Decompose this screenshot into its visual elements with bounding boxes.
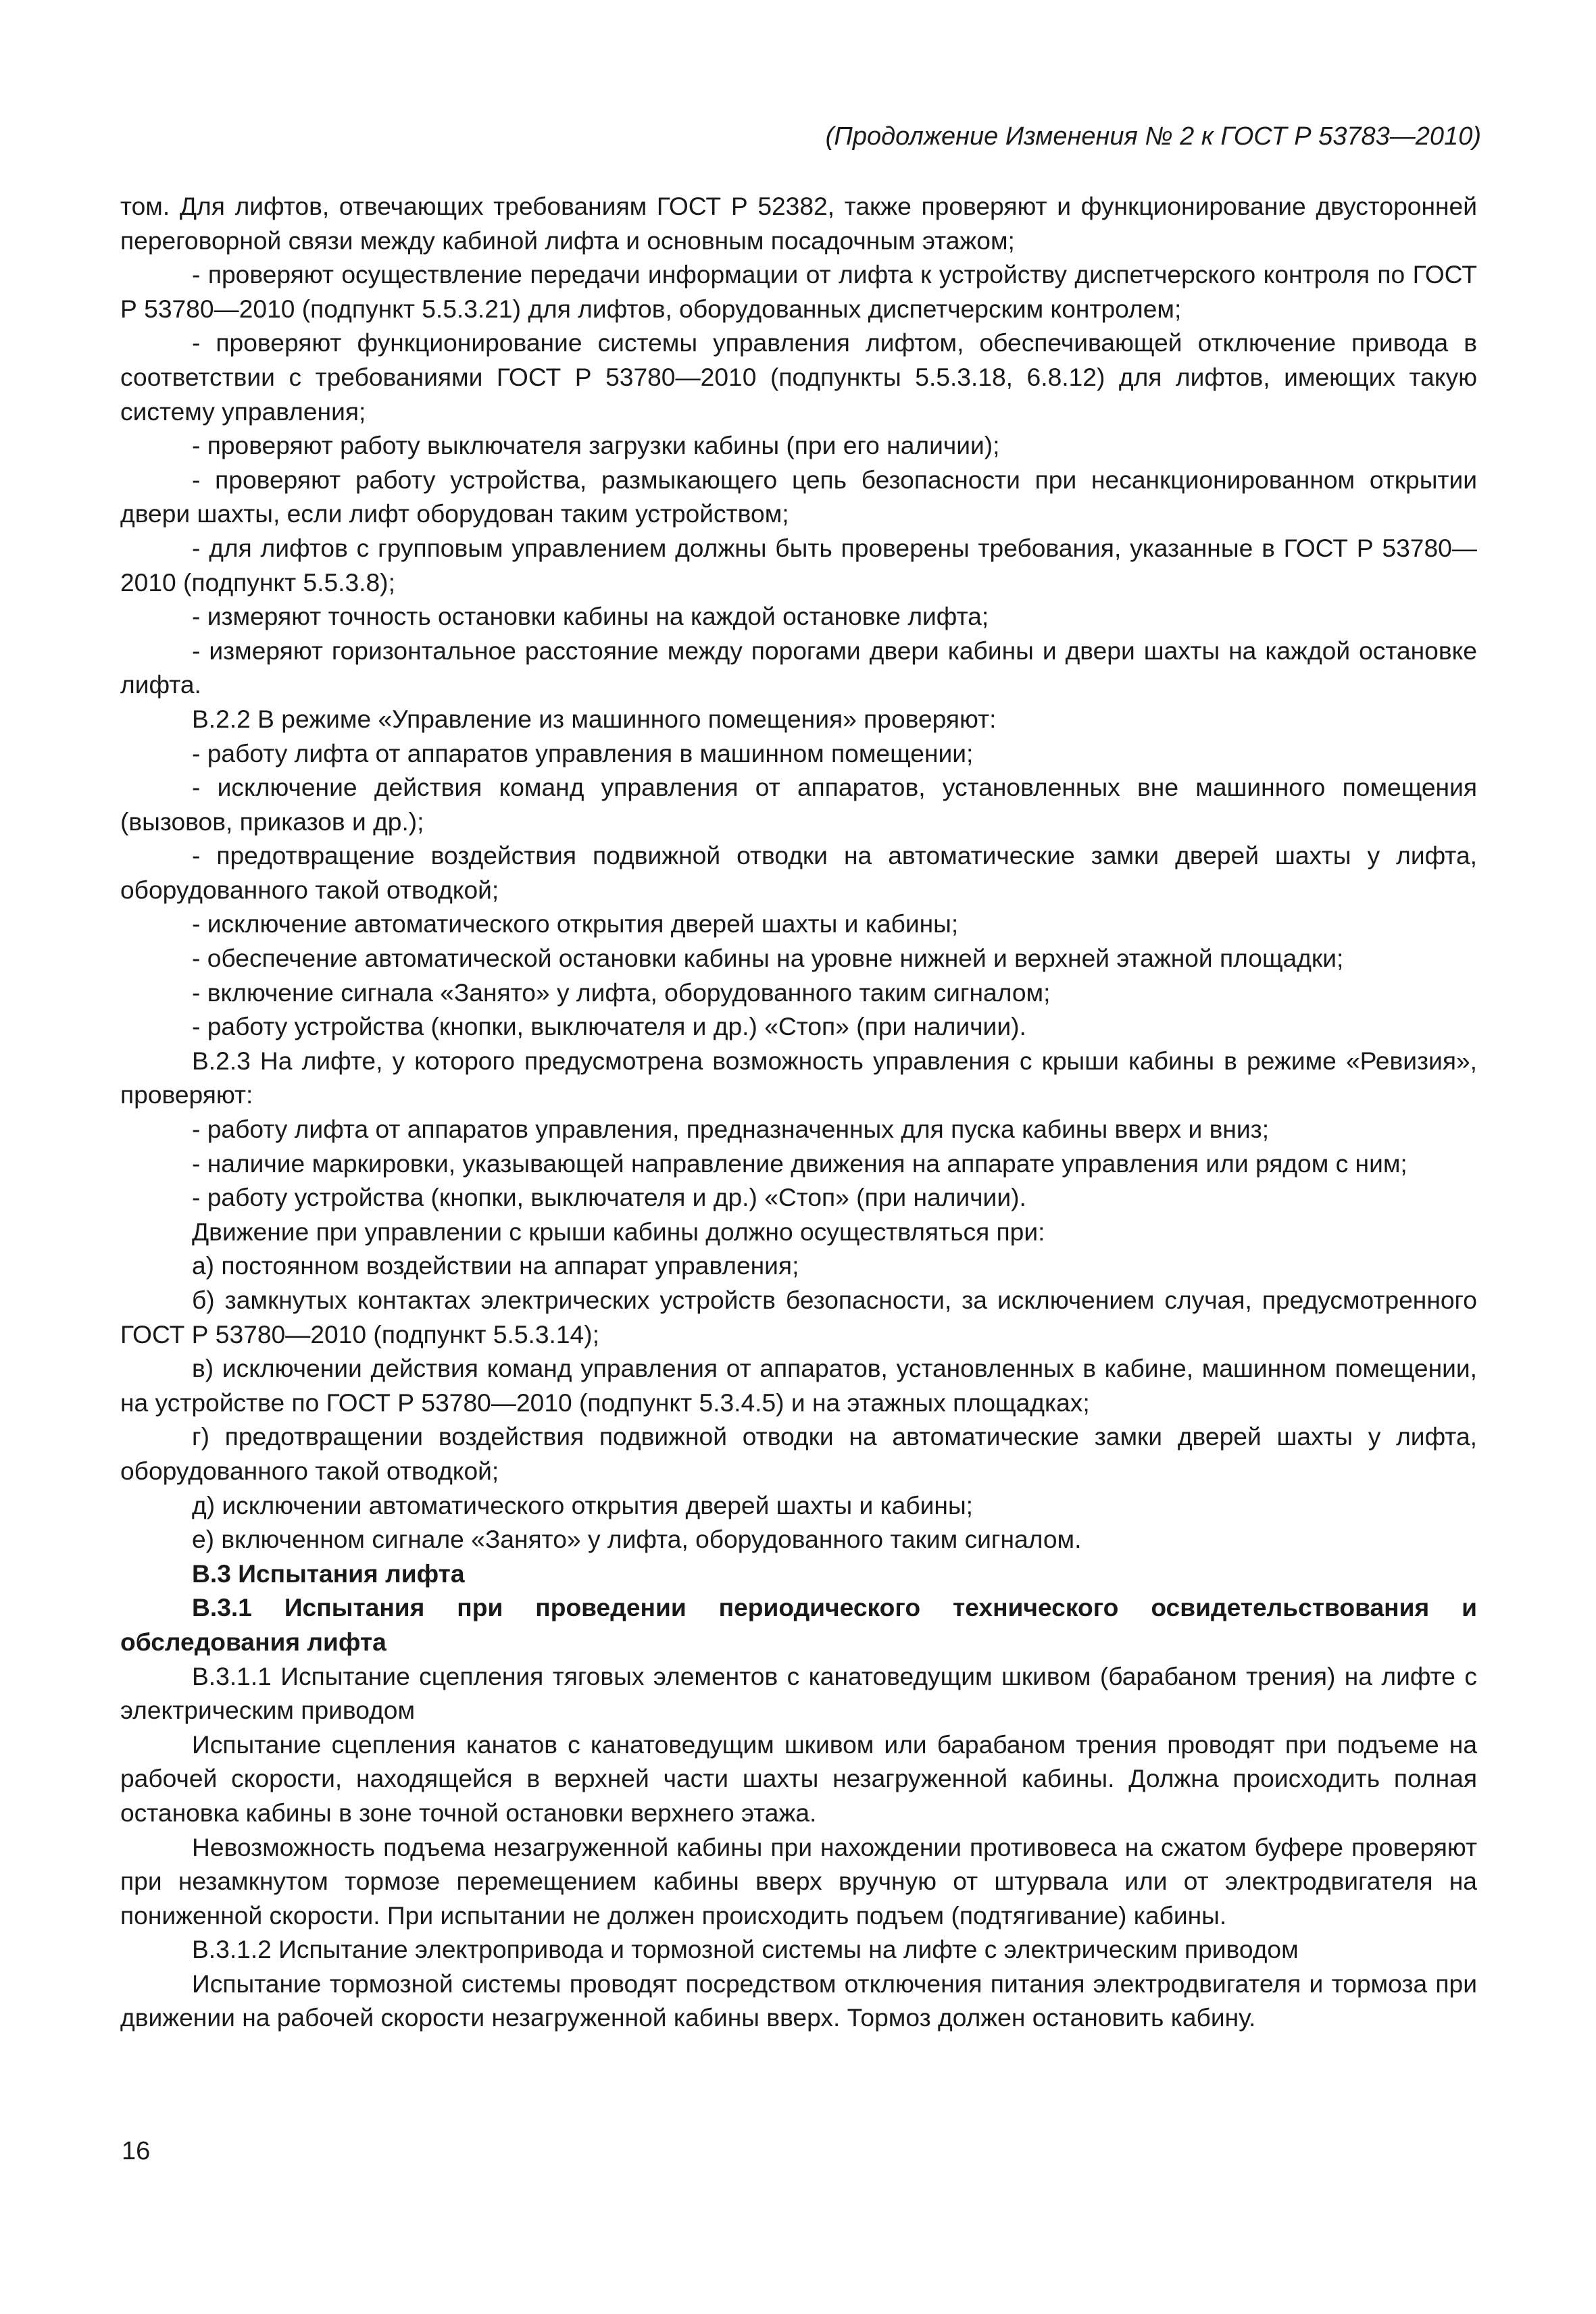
paragraph: Движение при управлении с крыши кабины должно осуществляться при:	[192, 1217, 1045, 1246]
paragraph: Испытание сцепления канатов с канатоведущим шкивом или барабаном трения проводят при подъеме на рабочей скорости, находящейся в верхней части шахты незагруженной кабины. Должна происходить полная остановка кабины в зоне точной остановки верхнего этажа.	[120, 1730, 1477, 1827]
paragraph: том. Для лифтов, отвечающих требованиям ГОСТ Р 52382, также проверяют и функционирование двусторонней переговорной связи между кабиной лифта и основным посадочным этажом;	[120, 192, 1477, 255]
document-body	[120, 189, 1477, 2035]
section-heading-b-3: В.3 Испытания лифта	[192, 1559, 465, 1588]
clause-b-3-1-1: В.3.1.1 Испытание сцепления тяговых элементов с канатоведущим шкивом (барабаном трения) на лифте с электрическим приводом	[120, 1661, 1477, 1725]
list-item: - наличие маркировки, указывающей направление движения на аппарате управления или рядом с ним;	[192, 1149, 1407, 1178]
list-item: - обеспечение автоматической остановки кабины на уровне нижней и верхней этажной площадки;	[192, 944, 1344, 973]
running-header: (Продолжение Изменения № 2 к ГОСТ Р 53783—2010)	[825, 122, 1481, 151]
list-item: а) постоянном воздействии на аппарат управления;	[192, 1251, 799, 1280]
clause-b-2-2: В.2.2 В режиме «Управление из машинного помещения» проверяют:	[192, 704, 997, 733]
list-item: - предотвращение воздействия подвижной отводки на автоматические замки дверей шахты у лифта, оборудованного такой отводкой;	[120, 841, 1477, 904]
list-item: д) исключении автоматического открытия дверей шахты и кабины;	[192, 1490, 974, 1519]
list-item: - включение сигнала «Занято» у лифта, оборудованного таким сигналом;	[192, 978, 1051, 1007]
clause-b-3-1-2: В.3.1.2 Испытание электропривода и тормозной системы на лифте с электрическим приводом	[192, 1935, 1299, 1964]
list-item: - работу лифта от аппаратов управления, предназначенных для пуска кабины вверх и вниз;	[192, 1115, 1270, 1144]
list-item: г) предотвращении воздействия подвижной отводки на автоматические замки дверей шахты у лифта, оборудованного такой отводкой;	[120, 1422, 1477, 1485]
list-item: е) включенном сигнале «Занято» у лифта, оборудованного таким сигналом.	[192, 1525, 1082, 1554]
list-item: б) замкнутых контактах электрических устройств безопасности, за исключением случая, предусмотренного ГОСТ Р 53780—2010 (подпункт 5.5.3.14);	[120, 1286, 1477, 1349]
list-item: - работу устройства (кнопки, выключателя и др.) «Стоп» (при наличии).	[192, 1183, 1026, 1212]
list-item: - работу устройства (кнопки, выключателя и др.) «Стоп» (при наличии).	[192, 1012, 1026, 1041]
clause-b-2-3: В.2.3 На лифте, у которого предусмотрена возможность управления с крыши кабины в режиме «Ревизия», проверяют:	[120, 1046, 1477, 1109]
list-item: - проверяют функционирование системы управления лифтом, обеспечивающей отключение привода в соответствии с требованиями ГОСТ Р 53780—2010 (подпункты 5.5.3.18, 6.8.12) для лифтов, имеющих такую систему управления;	[120, 328, 1477, 426]
list-item: - работу лифта от аппаратов управления в машинном помещении;	[192, 738, 974, 768]
list-item: в) исключении действия команд управления от аппаратов, установленных в кабине, машинном помещении, на устройстве по ГОСТ Р 53780—2010 (подпункт 5.3.4.5) и на этажных площадках;	[120, 1354, 1477, 1417]
list-item: - исключение автоматического открытия дверей шахты и кабины;	[192, 909, 959, 938]
paragraph: Испытание тормозной системы проводят посредством отключения питания электродвигателя и тормоза при движении на рабочей скорости незагруженной кабины вверх. Тормоз должен остановить кабину.	[120, 1969, 1477, 2032]
list-item: - проверяют работу устройства, размыкающего цепь безопасности при несанкционированном открытии двери шахты, если лифт оборудован таким устройством;	[120, 465, 1477, 528]
section-heading-b-3-1: В.3.1 Испытания при проведении периодического технического освидетельствования и обследования лифта	[120, 1593, 1477, 1656]
list-item: - измеряют точность остановки кабины на каждой остановке лифта;	[192, 602, 989, 631]
paragraph: Невозможность подъема незагруженной кабины при нахождении противовеса на сжатом буфере проверяют при незамкнутом тормозе перемещением кабины вверх вручную от штурвала или от электродвигателя на пониженной скорости. При испытании не должен происходить подъем (подтягивание) кабины.	[120, 1832, 1477, 1930]
list-item: - для лифтов с групповым управлением должны быть проверены требования, указанные в ГОСТ Р 53780—2010 (подпункт 5.5.3.8);	[120, 533, 1477, 597]
list-item: - проверяют осуществление передачи информации от лифта к устройству диспетчерского контроля по ГОСТ Р 53780—2010 (подпункт 5.5.3.21) для лифтов, оборудованных диспетчерским контролем;	[120, 260, 1477, 323]
list-item: - проверяют работу выключателя загрузки кабины (при его наличии);	[192, 431, 1000, 460]
list-item: - измеряют горизонтальное расстояние между порогами двери кабины и двери шахты на каждой остановке лифта.	[120, 636, 1477, 699]
page-number: 16	[122, 2137, 151, 2165]
list-item: - исключение действия команд управления от аппаратов, установленных вне машинного помещения (вызовов, приказов и др.);	[120, 773, 1477, 836]
